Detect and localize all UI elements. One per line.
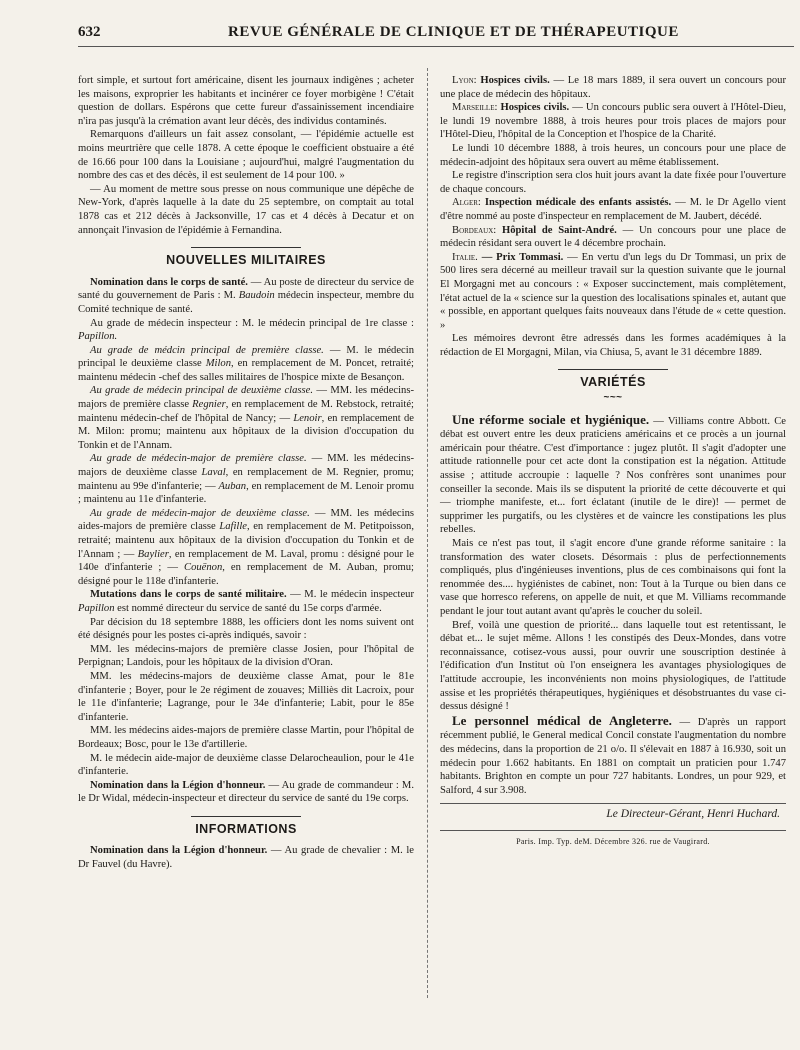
paragraph — [440, 224, 786, 251]
paragraph — [440, 714, 786, 798]
text-run: — MM. les médecins-majors de première classe — [78, 385, 414, 411]
text-run: — M. le médecin inspecteur — [286, 589, 414, 601]
paragraph — [78, 507, 414, 589]
person-name: Regnier — [192, 399, 226, 411]
person-name: Milon — [205, 358, 231, 370]
place-name: Alger: — [452, 197, 481, 209]
paragraph — [78, 779, 414, 806]
paragraph: Le registre d'inscription sera clos huit jours avant la date fixée pour l'ouverture de chaque concours. — [440, 170, 786, 195]
item-heading: — Prix Tommasi. — [477, 251, 564, 263]
item-heading: Nomination dans le corps de santé. — [90, 276, 248, 288]
section-title-varietes — [440, 369, 786, 404]
paragraph: Bref, voilà une question de priorité... dans laquelle tout est retentissant, le débat et... le sujet même. Allons ! les constipés des Deux-Mondes, dans votre reconnaissance, cotisez-vous aussi, pour ouvrir une souscription destinée à l'édification d'un Institut où l'on enseignera les avantages physiologiques de l'attitude accroupie, les inconvénients non moins physiologiques, de l'attitude assise et les propriétés thérapeutiques, hygiéniques et désobstruantes du vase ci-dessus désigné ! — [440, 619, 786, 713]
paragraph: Par décision du 18 septembre 1888, les officiers dont les noms suivent ont été désignés pour les postes ci-après indiqués, savoir : — [78, 616, 414, 642]
text-run: , en remplacement de M. Regnier, promu; maintenu au 99e d'infanterie; — — [78, 467, 414, 492]
paragraph — [440, 101, 786, 142]
paragraph — [78, 452, 414, 506]
grade-heading: Au grade de médcin principal de première classe. — [90, 344, 324, 356]
printer-line: Paris. Imp. Typ. deM. Décembre 326. rue de Vaugirard. — [440, 830, 786, 849]
person-name: Papillon — [78, 602, 115, 614]
signature — [440, 803, 786, 822]
item-heading: Inspection médicale des enfants assistés. — [480, 197, 672, 209]
column-divider — [427, 68, 428, 998]
text-run: — Un concours public sera ouvert à l'Hôtel-Dieu, le lundi 19 novembre 1888, à trois heures pour trois places de majors pour l'Hôtel-Dieu, l'hôpital de la Conception et l'hospice de la Charité. — [440, 102, 786, 141]
paragraph: Mais ce n'est pas tout, il s'agit encore d'une grande réforme sanitaire : la transformation des water closets. Désormais : plus de perfectionnements compliqués, plus d'ingénieuses inventions, plus de ces combinaisons qui font la renommée des.... hygiénistes de cabinet, non: Tout à la Turque ou bien dans ce vase que horresco referens, on appelle de nuit, et que M. Villiams recommande pendant le jour tout autant avant qu'après le coucher du soleil. — [440, 538, 786, 617]
item-heading: Nomination dans la Légion d'honneur. — [90, 845, 268, 857]
person-name: Auban — [218, 480, 247, 492]
section-title-military — [78, 247, 414, 268]
text-run: , en remplacement de M. Rebstock, retraité; maintenu médecin-chef de l'hôpital de Nancy; — — [78, 399, 414, 424]
text-run: , en remplacement de M. Auban, promu; désigné pour le 118e d'infanterie. — [78, 562, 414, 587]
item-heading: Hôpital de Saint-André. — [496, 224, 617, 236]
place-name: Marseille: — [452, 102, 498, 114]
person-name: Baudoin — [238, 290, 275, 302]
person-name: Baylier — [137, 548, 169, 560]
item-heading: Hospices civils. — [476, 75, 550, 86]
text-run: — MM. les médecins-majors de deuxième classe — [78, 453, 414, 479]
text-run: médecin inspecteur, membre du Comité technique de santé. — [78, 290, 414, 315]
item-heading: Mutations dans le corps de santé militaire. — [90, 589, 287, 601]
item-heading: Hospices civils. — [497, 102, 570, 114]
text-run: , en remplacement de M. Milon: promu; maintenu aux hôpitaux de la division d'occupation du Tonkin et de l'Annam. — [78, 412, 414, 451]
person-name: Laval — [201, 467, 226, 479]
article-heading: Le personnel médical de Angleterre. — [452, 712, 672, 728]
paragraph — [440, 74, 786, 101]
person-name: Lafille — [219, 521, 247, 533]
grade-heading: Au grade de médecin-major de première classe. — [90, 453, 307, 465]
section-title-text: INFORMATIONS — [195, 821, 297, 836]
left-column — [78, 74, 414, 872]
paragraph — [78, 276, 414, 317]
paragraph — [440, 413, 786, 537]
place-name: Bordeaux: — [452, 224, 497, 236]
grade-heading: Au grade de médecin-major de deuxième classe. — [90, 507, 310, 519]
section-title-informations — [78, 816, 414, 837]
place-name: Lyon: — [452, 75, 477, 86]
signature-text: Le Directeur-Gérant, Henri Huchard. — [606, 808, 780, 821]
text-run: — Au grade de commandeur : M. le Dr Widal, médecin-inspecteur et directeur du service de santé du 19e corps. — [78, 779, 415, 805]
text-run: , en remplacement de M. Laval, promu : désigné pour le 140e d'infanterie ; — — [78, 548, 414, 574]
section-title-text: NOUVELLES MILITAIRES — [166, 253, 326, 268]
right-column — [440, 74, 786, 848]
text-run: Au grade de médecin inspecteur : M. le médecin principal de 1re classe : — [90, 317, 414, 329]
text-run: est nommé directeur du service de santé du 15e corps d'armée. — [114, 602, 382, 614]
title-rule — [558, 369, 668, 370]
paragraph: — Au moment de mettre sous presse on nous communique une dépêche de New-York, d'après laquelle à la date du 25 septembre, on comptait au total 1878 cas et 212 décès à Jacksonville, 17 cas et 4 décès à Decatur et on annonçait l'invasion de l'épidémie à Fernandina. — [78, 183, 414, 236]
text-run: — M. le Dr Agello vient d'être nommé au poste d'inspecteur en remplacement de M. Jaubert, décédé. — [440, 197, 786, 222]
text-run: , en remplacement de M. Poncet, retraité; maintenu médecin -chef des salles militaires de l'hospice mixte de Besançon. — [78, 358, 414, 383]
person-name: Papillon. — [78, 331, 118, 343]
page-header — [78, 24, 793, 46]
title-rule — [191, 816, 301, 817]
text-run: — D'après un rapport récemment publié, le General medical Concil constate l'augmentation du nombre des médecins, dans la proportion de 21 o/o. Il s'élevait en 1887 à 16.930, soit un médecin pour 1.662 habitants. En 1881 on comptait un praticien pour 1.747 habitants. Brighton en compte un pour 727 habitants. Londres, un pour 929, et Salford, 4 sur 3.908. — [440, 716, 786, 796]
page-number: 632 — [78, 24, 101, 40]
paragraph: MM. les médecins-majors de première classe Josien, pour l'hôpital de Perpignan; Landois, pour les hôpitaux de la division d'Oran. — [78, 643, 414, 669]
place-name: Italie. — [452, 251, 478, 263]
paragraph — [440, 196, 786, 223]
paragraph: MM. les médecins-majors de deuxième classe Amat, pour le 81e d'infanterie ; Boyer, pour le 2e régiment de zouaves; Milliès dit Lacroix, pour le 11e d'infanterie; Lagrange, pour le 34e d'infanterie; Labit, pour le 85e d'infanterie. — [78, 670, 414, 723]
text-run: — Un concours pour une place de médecin résidant sera ouvert le 4 décembre prochain. — [440, 224, 786, 250]
text-run: — Le 18 mars 1889, il sera ouvert un concours pour une place de médecin des hôpitaux. — [440, 75, 786, 100]
text-run: — En vertu d'un legs du Dr Tommasi, un prix de 500 lires sera décerné au meilleur travail sur la question suivante que le journal El Morgagni met au concours : « Exposer succinctement, mais complètement, l'état actuel de la « science sur la question des localisations spinales et, autant que « possible, en apportant quelques faits nouveaux dans l'étude de « cette question. » — [440, 251, 786, 331]
paragraph — [78, 384, 414, 452]
paragraph: Les mémoires devront être adressés dans les formes académiques à la rédaction de El Morgagni, Milan, via Chiusa, 5, avant le 31 décembre 1889. — [440, 333, 786, 358]
person-name: Lenoir — [293, 412, 322, 424]
paragraph — [78, 588, 414, 615]
header-rule — [78, 46, 794, 47]
running-head: REVUE GÉNÉRALE DE CLINIQUE ET DE THÉRAPEUTIQUE — [228, 24, 679, 40]
grade-heading: Au grade de médecin principal de deuxième classe. — [90, 385, 313, 397]
person-name: Couënon — [184, 562, 223, 574]
article-heading: Une réforme sociale et hygiénique. — [452, 411, 650, 427]
text-run: , en remplacement de M. Petitpoisson, retraité; maintenu aux hôpitaux de la division d'occupation du Tonkin et de l'Annam ; — — [78, 521, 414, 560]
paragraph — [78, 317, 414, 344]
text-run: — Au poste de directeur du service de santé du gouvernement de Paris : M. — [78, 276, 414, 302]
title-rule — [191, 247, 301, 248]
paragraph — [78, 344, 414, 385]
paragraph: fort simple, et surtout fort américaine, disent les journaux indigènes ; acheter les maisons, exproprier les habitants et incinérer ce foyer morbigène ! C'était question de dollars. Espérons que cette fureur d'assainissement incendiaire n'ira pas jusqu'à la crémation avant leur décès, des individus contaminés. — [78, 75, 414, 127]
paragraph: M. le médecin aide-major de deuxième classe Delarocheaulion, pour le 41e d'infanterie. — [78, 752, 414, 778]
paragraph: MM. les médecins aides-majors de première classe Martin, pour l'hôpital de Bordeaux; Bosc, pour le 13e d'artillerie. — [78, 725, 414, 750]
text-run: , en remplacement de M. Lenoir promu ; maintenu au 11e d'infanterie. — [78, 480, 414, 506]
text-run: — Villiams contre Abbott. Ce débat est ouvert entre les deux praticiens américains et ce procès a un journal américain pour théatre. C'est d'importance : jugez plutôt. Il s'agit d'adopter une attitude rationnelle pour cet acte dont la constipation est la négation. Attitude assise ; attitude accroupie : laquelle ? Nos confrères sont unanimes pour conseiller la seconde. Mais ils se disputent la priorité de cette découverte et qui — triomphe manifeste, et... fort éclatant (inutile de le dire)! — permet de supprimer les purgatifs, ou les clystères et de vaincre les constipations les plus rebelles. — [440, 415, 786, 536]
text-run: — Au grade de chevalier : M. le Dr Fauvel (du Havre). — [78, 845, 414, 871]
text-run: — MM. les médecins aides-majors de première classe — [78, 507, 414, 533]
ornament-icon: ~~~ — [603, 392, 623, 404]
paragraph: Le lundi 10 décembre 1888, à trois heures, un concours pour une place de médecin-adjoint des hôpitaux sera ouvert au même établissement. — [440, 142, 786, 168]
paragraph — [440, 251, 786, 333]
paragraph — [78, 844, 414, 871]
section-title-text: VARIÉTÉS — [580, 375, 646, 390]
paragraph: Remarquons d'ailleurs un fait assez consolant, — l'épidémie actuelle est moins meurtrière que celle 1878. A cette époque le coefficient obstuaire a été de 16.66 pour 100 dans la Louisiane ; aujourd'hui, malgré l'augmentation du nombre des cas et des décès, il est seulement de 14 pour 100. » — [78, 129, 414, 182]
item-heading: Nomination dans la Légion d'honneur. — [90, 779, 266, 791]
text-run: — M. le médecin principal le deuxième classe — [78, 344, 414, 370]
